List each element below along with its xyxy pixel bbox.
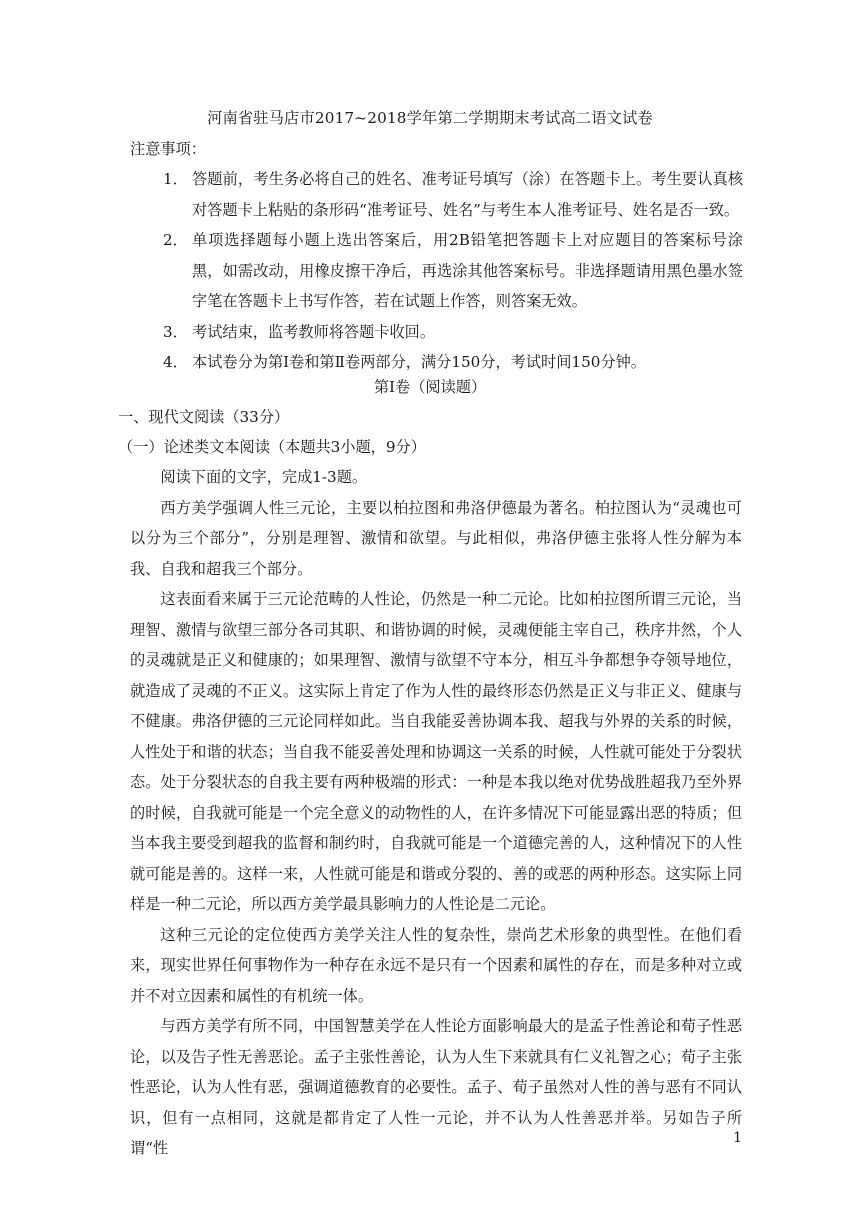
section-heading: 一、现代文阅读（33分） <box>118 408 290 426</box>
passage-paragraph: 这种三元论的定位使西方美学关注人性的复杂性，崇尚艺术形象的典型性。在他们看来，现实世界任何事物作为一种存在永远不是只有一个因素和属性的存在，而是多种对立或并不对立因素和属性的有机统一体。 <box>130 925 742 1005</box>
notice-text: 单项选择题每小题上选出答案后，用2B铅笔把答题卡上对应题目的答案标号涂黑，如需改动，用橡皮擦干净后，再选涂其他答案标号。非选择题请用黑色墨水签字笔在答题卡上书写作答，若在试题上作答，则答案无效。 <box>192 231 743 310</box>
notice-item <box>163 225 743 317</box>
passage-paragraph: 西方美学强调人性三元论，主要以柏拉图和弗洛伊德最为著名。柏拉图认为“灵魂也可以分为三个部分”，分别是理智、激情和欲望。与此相似，弗洛伊德主张将人性分解为本我、自我和超我三个部分。 <box>130 498 742 578</box>
page-number: 1 <box>733 1130 742 1146</box>
notice-item <box>163 164 743 225</box>
notice-number: 2． <box>163 231 188 249</box>
notice-number: 4． <box>163 353 188 371</box>
notice-number: 3． <box>163 322 188 341</box>
volume-title: 第Ⅰ卷（阅读题） <box>373 378 487 396</box>
reading-passage <box>130 462 742 1164</box>
notice-item <box>163 317 743 348</box>
notice-text: 答题前，考生务必将自己的姓名、准考证号填写（涂）在答题卡上。考生要认真核对答题卡上粘贴的条形码“准考证号、姓名”与考生本人准考证号、姓名是否一致。 <box>192 170 743 219</box>
notice-heading: 注意事项： <box>130 140 206 158</box>
subsection-heading: （一）论述类文本阅读（本题共3小题，9分） <box>118 438 426 456</box>
notice-text: 本试卷分为第Ⅰ卷和第Ⅱ卷两部分，满分150分，考试时间150分钟。 <box>192 353 646 371</box>
notice-number: 1． <box>163 170 188 188</box>
passage-paragraph: 这表面看来属于三元论范畴的人性论，仍然是一种二元论。比如柏拉图所谓三元论，当理智、激情与欲望三部分各司其职、和谐协调的时候，灵魂便能主宰自己，秩序井然，个人的灵魂就是正义和健康的；如果理智、激情与欲望不守本分，相互斗争都想争夺领导地位，就造成了灵魂的不正义。这实际上肯定了作为人性的最终形态仍然是正义与非正义、健康与不健康。弗洛伊德的三元论同样如此。当自我能妥善协调本我、超我与外界的关系的时候，人性处于和谐的状态；当自我不能妥善处理和协调这一关系的时候，人性就可能处于分裂状态。处于分裂状态的自我主要有两种极端的形式：一种是本我以绝对优势战胜超我乃至外界的时候，自我就可能是一个完全意义的动物性的人，在许多情况下可能显露出恶的特质；但当本我主要受到超我的监督和制约时，自我就可能是一个道德完善的人，这种情况下的人性就可能是善的。这样一来，人性就可能是和谐或分裂的、善的或恶的两种形态。这实际上同样是一种二元论，所以西方美学最具影响力的人性论是二元论。 <box>130 590 742 913</box>
notice-list <box>163 164 743 378</box>
passage-paragraph: 与西方美学有所不同，中国智慧美学在人性论方面影响最大的是孟子性善论和荀子性恶论，以及告子性无善恶论。孟子主张性善论，认为人生下来就具有仁义礼智之心；荀子主张性恶论，认为人性有恶，强调道德教育的必要性。孟子、荀子虽然对人性的善与恶有不同认识，但有一点相同，这就是都肯定了人性一元论，并不认为人性善恶并举。另如告子所谓“性 <box>130 1017 742 1157</box>
instruction-paragraph: 阅读下面的文字，完成1-3题。 <box>160 468 368 486</box>
notice-text: 考试结束，监考教师将答题卡收回。 <box>192 322 435 341</box>
page-title: 河南省驻马店市2017~2018学年第二学期期末考试高二语文试卷 <box>207 109 653 127</box>
